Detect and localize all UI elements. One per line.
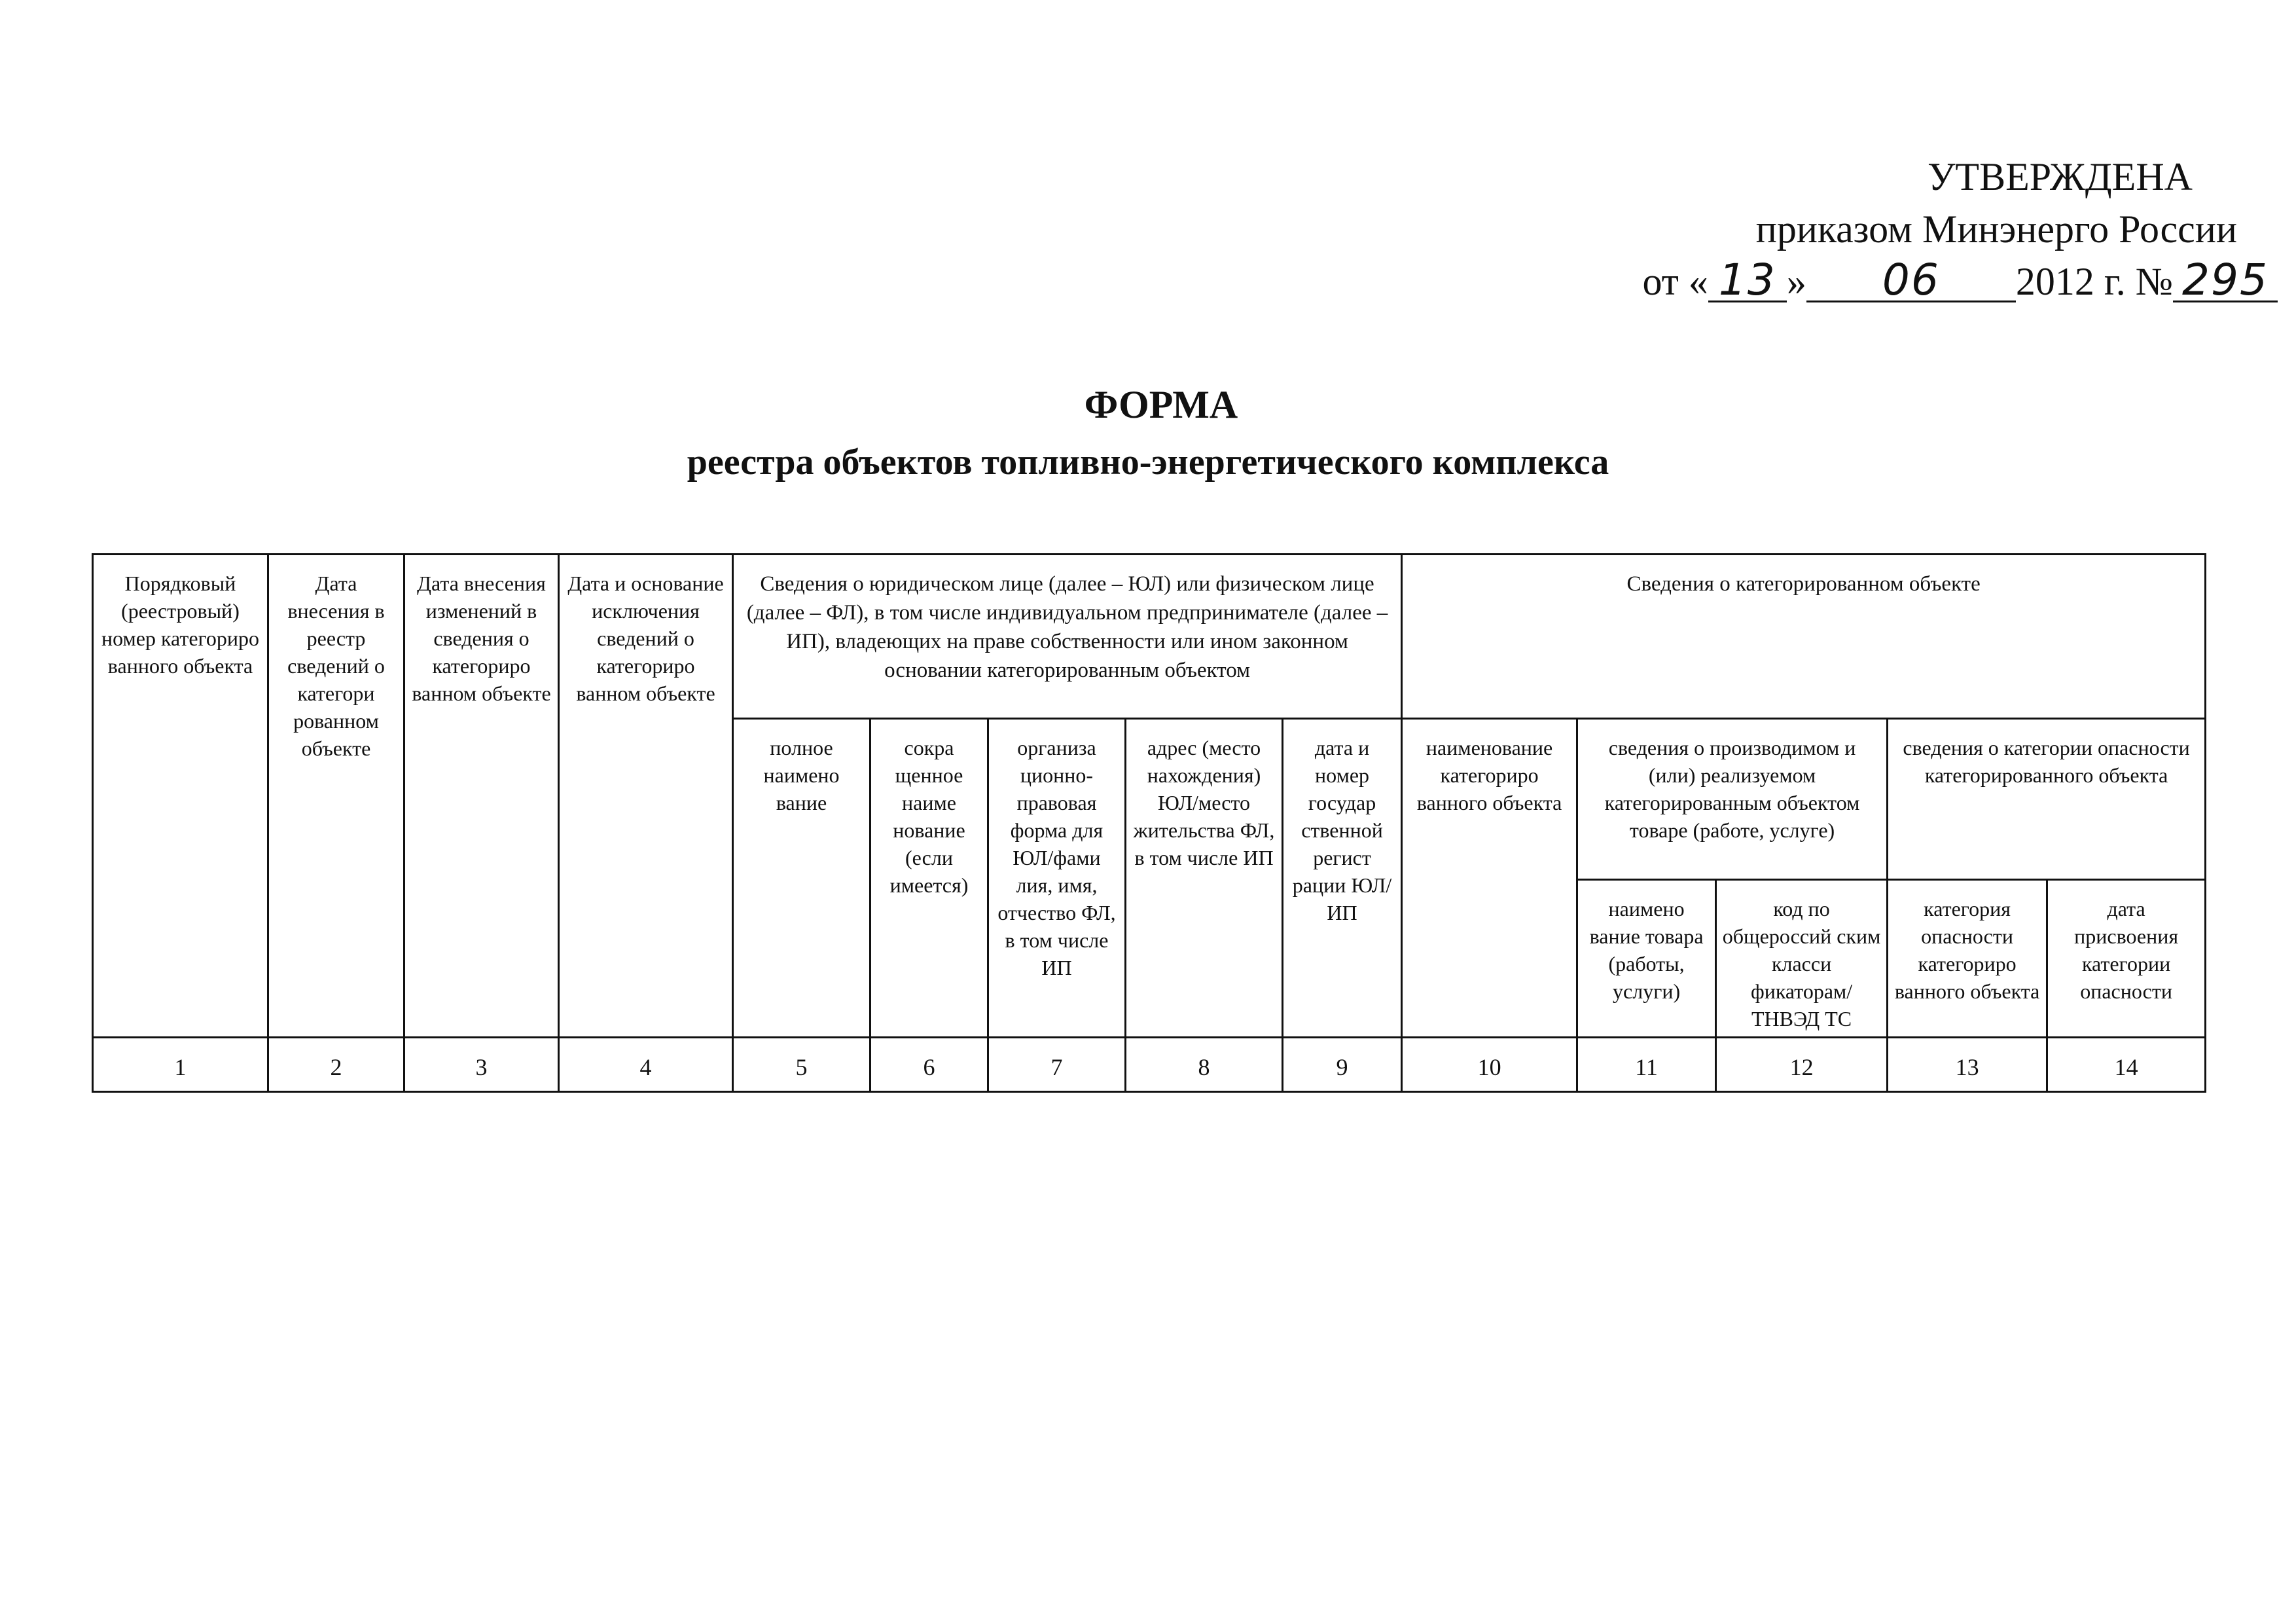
header-col-8: адрес (место нахождения) ЮЛ/место жительства ФЛ, в том числе ИП — [1126, 719, 1283, 1038]
header-col-4: Дата и основание исключения сведений о категориро ванном объекте — [559, 555, 733, 1038]
form-title: ФОРМА — [1084, 383, 1238, 426]
column-number: 8 — [1126, 1038, 1283, 1092]
header-group-danger: сведения о категории опасности категорированного объекта — [1888, 719, 2206, 880]
register-table — [92, 553, 2206, 1093]
header-col-5: полное наимено вание — [733, 719, 870, 1038]
column-number: 14 — [2047, 1038, 2206, 1092]
column-number: 1 — [93, 1038, 268, 1092]
header-col-7: организа ционно-правовая форма для ЮЛ/фами лия, имя, отчество ФЛ, в том числе ИП — [988, 719, 1126, 1038]
column-number: 7 — [988, 1038, 1126, 1092]
column-number: 3 — [404, 1038, 559, 1092]
column-number-row — [93, 1038, 2206, 1092]
column-number: 5 — [733, 1038, 870, 1092]
column-number: 4 — [559, 1038, 733, 1092]
date-mid: » — [1786, 260, 1806, 303]
header-col-10: наименование категориро ванного объекта — [1402, 719, 1577, 1038]
column-number: 2 — [268, 1038, 404, 1092]
column-number: 12 — [1716, 1038, 1888, 1092]
column-number: 6 — [870, 1038, 988, 1092]
header-col-13: категория опасности категориро ванного объекта — [1888, 880, 2047, 1038]
column-number: 11 — [1577, 1038, 1716, 1092]
date-prefix: от « — [1642, 260, 1708, 303]
column-number: 9 — [1283, 1038, 1402, 1092]
order-date-line — [1558, 255, 2278, 308]
column-number: 10 — [1402, 1038, 1577, 1092]
column-number: 13 — [1888, 1038, 2047, 1092]
header-row-1 — [93, 555, 2206, 719]
order-number: 295 — [2173, 260, 2278, 302]
form-subtitle: реестра объектов топливно-энергетического комплекса — [687, 442, 1609, 483]
header-group-goods: сведения о производимом и (или) реализуемом категорированным объектом товаре (работе, услуге) — [1577, 719, 1888, 880]
date-year: 2012 г. № — [2015, 260, 2173, 303]
header-col-6: сокра щенное наиме нование (если имеется) — [870, 719, 988, 1038]
header-col-12: код по общероссий ским класси фикаторам/ ТНВЭД ТС — [1716, 880, 1888, 1038]
header-col-14: дата присвоения категории опасности — [2047, 880, 2206, 1038]
header-col-9: дата и номер государ ственной регист рации ЮЛ/ИП — [1283, 719, 1402, 1038]
approved-label: УТВЕРЖДЕНА — [1927, 155, 2193, 198]
header-col-11: наимено вание товара (работы, услуги) — [1577, 880, 1716, 1038]
header-col-3: Дата внесения изменений в сведения о категориро ванном объекте — [404, 555, 559, 1038]
header-col-2: Дата внесения в реестр сведений о категори рованном объекте — [268, 555, 404, 1038]
order-line: приказом Минэнерго России — [1755, 208, 2237, 251]
header-group-object: Сведения о категорированном объекте — [1402, 555, 2206, 719]
header-col-1: Порядковый (реестровый) номер категориро ванного объекта — [93, 555, 268, 1038]
header-group-entity: Сведения о юридическом лице (далее – ЮЛ) или физическом лице (далее – ФЛ), в том числе индивидуальном предпринимателе (далее – ИП), владеющих на праве собственности или ином законном основании категорированным объектом — [733, 555, 1402, 719]
date-month: 06 — [1806, 260, 2016, 302]
document-title — [0, 378, 2296, 488]
approval-stamp — [1558, 151, 2278, 308]
date-day: 13 — [1708, 260, 1787, 302]
